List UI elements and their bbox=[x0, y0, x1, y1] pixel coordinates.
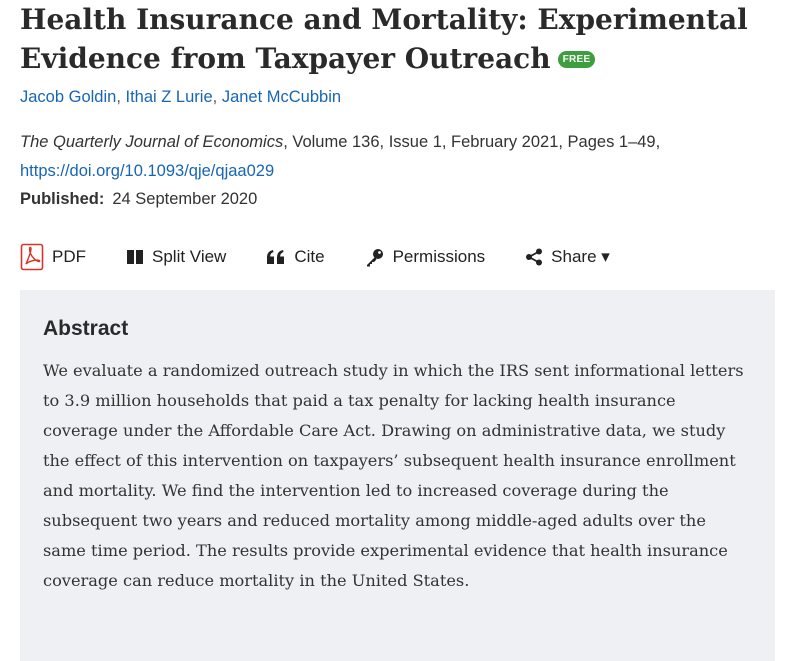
citation-details: , Volume 136, Issue 1, February 2021, Pages 1–49, bbox=[283, 133, 661, 151]
author-separator: , bbox=[116, 88, 121, 106]
pdf-icon bbox=[20, 243, 44, 271]
permissions-label: Permissions bbox=[392, 247, 486, 266]
author-link-mccubbin[interactable]: Janet McCubbin bbox=[221, 88, 342, 106]
abstract-text: We evaluate a randomized outreach study in which the IRS sent informational letters to 3.9 million households that paid a tax penalty for lacking health insurance coverage under the Affordable Care Act. Drawing on administrative data, we study the effect of this intervention on taxpayers’ subsequent health insurance enrollment and mortality. We find the intervention led to increased coverage during the subsequent two years and reduced mortality among middle-aged adults over the same time period. The results provide experimental evidence that health insurance coverage can reduce mortality in the United States. bbox=[43, 361, 744, 590]
abstract-heading: Abstract bbox=[43, 317, 129, 340]
abstract-section bbox=[20, 290, 775, 661]
article-toolbar bbox=[20, 242, 650, 272]
pdf-label: PDF bbox=[52, 247, 86, 266]
article-title-line-2 bbox=[20, 39, 775, 78]
journal-name: The Quarterly Journal of Economics bbox=[20, 133, 284, 151]
author-link-goldin[interactable]: Jacob Goldin bbox=[20, 88, 117, 106]
split-view-label: Split View bbox=[152, 247, 227, 266]
cite-label: Cite bbox=[294, 247, 325, 266]
share-button[interactable] bbox=[525, 247, 610, 267]
author-separator: , bbox=[212, 88, 218, 106]
author-link-lurie[interactable]: Ithai Z Lurie bbox=[125, 88, 213, 106]
article-title bbox=[20, 0, 775, 78]
article-title-line-1: Health Insurance and Mortality: Experimental bbox=[20, 3, 748, 36]
split-view-button[interactable] bbox=[126, 247, 226, 267]
citation bbox=[20, 128, 775, 186]
permissions-button[interactable] bbox=[365, 247, 486, 267]
split-view-icon bbox=[126, 249, 144, 265]
published-label: Published: bbox=[20, 190, 105, 208]
key-icon bbox=[365, 247, 385, 267]
pdf-button[interactable] bbox=[20, 243, 86, 271]
cite-button[interactable] bbox=[266, 247, 324, 267]
share-label: Share ▾ bbox=[551, 247, 610, 266]
published-date bbox=[20, 188, 257, 210]
doi-link[interactable]: https://doi.org/10.1093/qje/qjaa029 bbox=[20, 162, 275, 180]
share-icon bbox=[525, 248, 543, 266]
author-list bbox=[20, 86, 341, 108]
quote-icon bbox=[266, 249, 286, 265]
free-badge: FREE bbox=[558, 51, 596, 68]
published-value: 24 September 2020 bbox=[112, 190, 258, 208]
article-title-line-2-text: Evidence from Taxpayer Outreach bbox=[20, 42, 551, 75]
